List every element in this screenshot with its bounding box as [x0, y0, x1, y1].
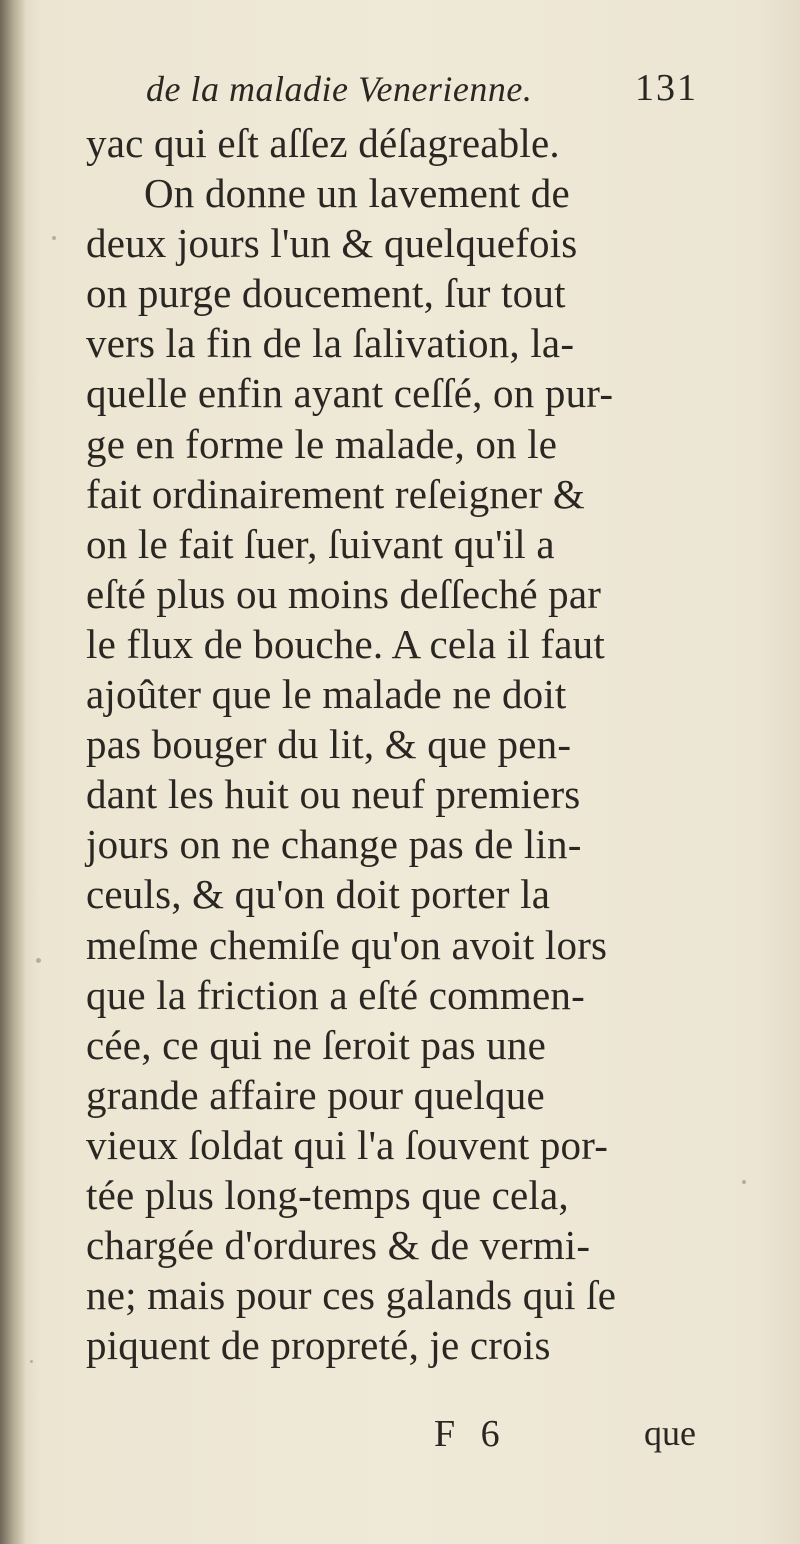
text-line: ceuls, & qu'on doit porter la	[86, 871, 551, 918]
text-line: ajoûter que le malade ne doit	[86, 671, 567, 718]
text-line: fait ordinairement reſeigner &	[86, 470, 585, 517]
text-line: quelle enfin ayant ceſſé, on pur-	[86, 370, 614, 417]
text-line: grande affaire pour quelque	[86, 1071, 545, 1118]
text-line: chargée d'ordures & de vermi-	[86, 1222, 591, 1269]
page-header	[138, 62, 698, 112]
text-line: On donne un lavement de	[144, 170, 570, 217]
page-number: 131	[635, 67, 698, 109]
running-title: de la maladie Venerienne.	[146, 69, 533, 109]
text-line: on purge doucement, ſur tout	[86, 270, 566, 317]
paper-speck	[742, 1180, 746, 1184]
text-line: piquent de propreté, je crois	[86, 1322, 551, 1369]
text-line: ne; mais pour ces galands qui ſe	[86, 1272, 617, 1319]
body-text	[86, 118, 710, 1370]
text-line: meſme chemiſe qu'on avoit lors	[86, 921, 608, 968]
text-line: ge en forme le malade, on le	[86, 420, 558, 467]
text-line: le flux de bouche. A cela il faut	[86, 620, 605, 667]
text-line: vers la fin de la ſalivation, la-	[86, 320, 575, 367]
text-line: eſté plus ou moins deſſeché par	[86, 570, 602, 617]
text-line: yac qui eſt aſſez déſagreable.	[86, 120, 560, 166]
text-line: pas bouger du lit, & que pen-	[86, 721, 572, 768]
signature-mark: F 6	[434, 1413, 508, 1455]
binding-gutter	[0, 0, 26, 1544]
text-line: cée, ce qui ne ſeroit pas une	[86, 1021, 547, 1068]
text-line: vieux ſoldat qui l'a ſouvent por-	[86, 1121, 609, 1168]
paper-speck	[36, 958, 41, 963]
text-line: dant les huit ou neuf premiers	[86, 771, 581, 818]
text-line: jours on ne change pas de lin-	[86, 821, 582, 868]
text-line: on le fait ſuer, ſuivant qu'il a	[86, 520, 555, 567]
paper-speck	[30, 1360, 33, 1363]
catchword: que	[644, 1413, 696, 1453]
text-line: que la friction a eſté commen-	[86, 971, 585, 1018]
text-line: tée plus long-temps que cela,	[86, 1171, 569, 1218]
paper-speck	[52, 236, 56, 240]
text-line: deux jours l'un & quelquefois	[86, 220, 578, 267]
page-footer	[86, 1412, 696, 1462]
